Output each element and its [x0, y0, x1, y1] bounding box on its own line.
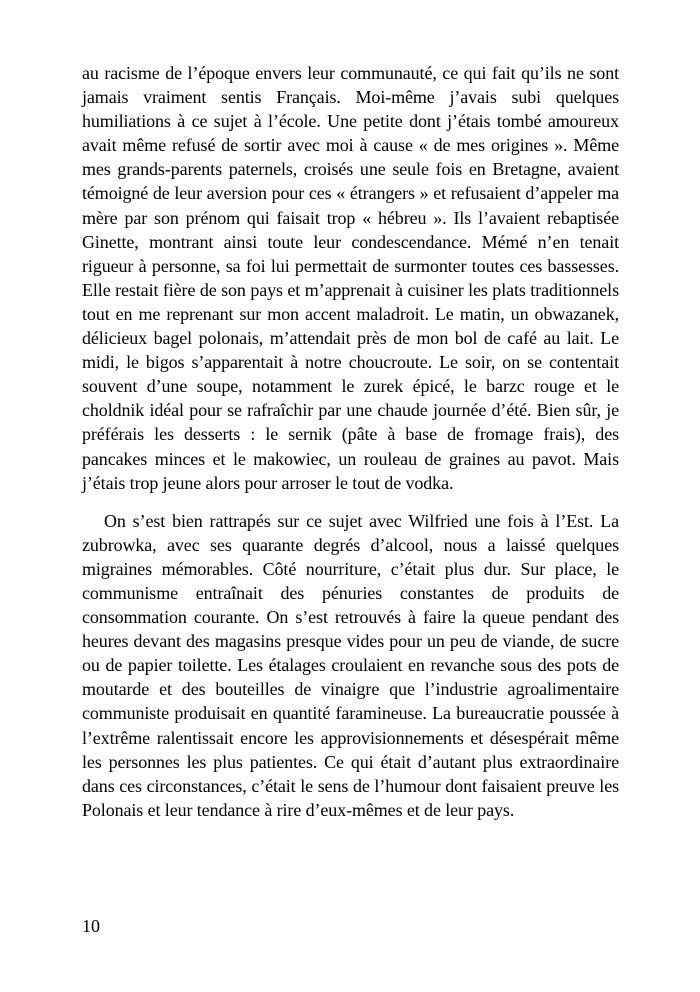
- page-number: 10: [82, 916, 100, 936]
- paragraph-1: au racisme de l’époque envers leur communauté, ce qui fait qu’ils ne sont jamais vraiment sentis Français. Moi-même j’avais subi quelques humiliations à ce sujet à l’école. Une petite dont j’étais tombé amoureux avait même refusé de sortir avec moi à cause « de mes origines ». Même mes grands-parents paternels, croisés une seule fois en Bretagne, avaient témoigné de leur aversion pour ces « étrangers » et refusaient d’appeler ma mère par son prénom qui faisait trop « hébreu ». Ils l’avaient rebaptisée Ginette, montrant ainsi toute leur condescendance. Mémé n’en tenait rigueur à personne, sa foi lui permettait de surmonter toutes ces bassesses. Elle restait fière de son pays et m’apprenait à cuisiner les plats traditionnels tout en me reprenant sur mon accent maladroit. Le matin, un obwazanek, délicieux bagel polonais, m’attendait près de mon bol de café au lait. Le midi, le bigos s’apparentait à notre choucroute. Le soir, on se contentait souvent d’une soupe, notamment le zurek épicé, le barzc rouge et le choldnik idéal pour se rafraîchir par une chaude journée d’été. Bien sûr, je préférais les desserts : le sernik (pâte à base de fromage frais), des pancakes minces et le makowiec, un rouleau de graines au pavot. Mais j’étais trop jeune alors pour arroser le tout de vodka.: [82, 63, 619, 493]
- page-body: [82, 61, 619, 822]
- paragraph-2: On s’est bien rattrapés sur ce sujet avec Wilfried une fois à l’Est. La zubrowka, avec ses quarante degrés d’alcool, nous a laissé quelques migraines mémorables. Côté nourriture, c’était plus dur. Sur place, le communisme entraînait des pénuries constantes de produits de consommation courante. On s’est retrouvés à faire la queue pendant des heures devant des magasins presque vides pour un peu de viande, de sucre ou de papier toilette. Les étalages croulaient en revanche sous des pots de moutarde et des bouteilles de vinaigre que l’industrie agroalimentaire communiste produisait en quantité faramineuse. La bureaucratie poussée à l’extrême ralentissait encore les approvisionnements et désespérait même les personnes les plus patientes. Ce qui était d’autant plus extraordinaire dans ces circonstances, c’était le sens de l’humour dont faisaient preuve les Polonais et leur tendance à rire d’eux-mêmes et de leur pays.: [82, 510, 619, 820]
